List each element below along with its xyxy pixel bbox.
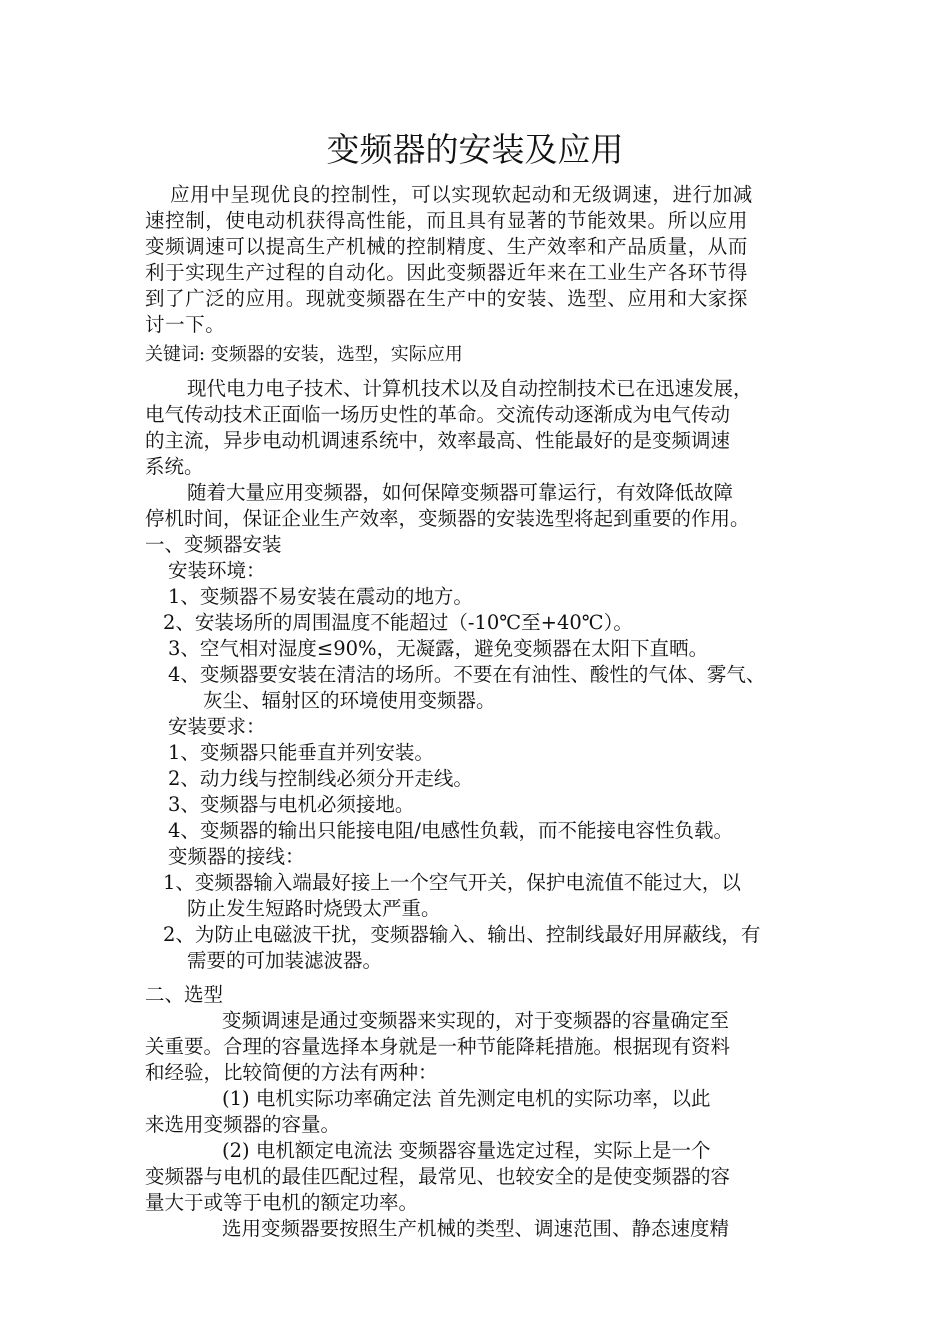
subsection-heading: 安装要求：	[168, 715, 266, 738]
subsection-heading: 安装环境：	[168, 559, 266, 582]
list-item: 4、变频器要安装在清洁的场所。不要在有油性、酸性的气体、雾气、	[168, 663, 766, 686]
intro-line: 系统。	[145, 455, 204, 478]
intro-line: 电气传动技术正面临一场历史性的革命。交流传动逐渐成为电气传动	[145, 403, 731, 426]
list-item: 3、变频器与电机必须接地。	[168, 793, 415, 816]
keywords: 关键词: 变频器的安装，选型，实际应用	[145, 344, 463, 365]
abstract-line: 应用中呈现优良的控制性，可以实现软起动和无级调速，进行加减	[170, 183, 753, 206]
paragraph-line: 选用变频器要按照生产机械的类型、调速范围、静态速度精	[222, 1217, 730, 1240]
paragraph-line: 来选用变频器的容量。	[145, 1113, 341, 1136]
subsection-heading: 变频器的接线：	[168, 845, 305, 868]
abstract-line: 到了广泛的应用。现就变频器在生产中的安装、选型、应用和大家探	[145, 287, 749, 310]
abstract-line: 讨一下。	[145, 313, 226, 336]
list-item: 1、变频器输入端最好接上一个空气开关，保护电流值不能过大，以	[163, 871, 741, 894]
paragraph-line: 关重要。合理的容量选择本身就是一种节能降耗措施。根据现有资料	[145, 1035, 731, 1058]
section-heading: 一、变频器安装	[145, 533, 282, 556]
list-item-continuation: 灰尘、辐射区的环境使用变频器。	[203, 689, 496, 712]
abstract-line: 利于实现生产过程的自动化。因此变频器近年来在工业生产各环节得	[145, 261, 749, 284]
paragraph-line: 变频调速是通过变频器来实现的，对于变频器的容量确定至	[222, 1009, 730, 1032]
intro-line: 随着大量应用变频器，如何保障变频器可靠运行，有效降低故障	[187, 481, 734, 504]
abstract-line: 变频调速可以提高生产机械的控制精度、生产效率和产品质量，从而	[145, 235, 749, 258]
list-item: 1、变频器只能垂直并列安装。	[168, 741, 434, 764]
paragraph-line: (2) 电机额定电流法 变频器容量选定过程，实际上是一个	[222, 1139, 711, 1162]
intro-line: 停机时间，保证企业生产效率，变频器的安装选型将起到重要的作用。	[145, 507, 750, 530]
paragraph-line: 和经验，比较简便的方法有两种：	[145, 1061, 438, 1084]
intro-line: 的主流，异步电动机调速系统中，效率最高、性能最好的是变频调速	[145, 429, 731, 452]
intro-line: 现代电力电子技术、计算机技术以及自动控制技术已在迅速发展，	[187, 377, 753, 400]
paragraph-line: 变频器与电机的最佳匹配过程，最常见、也较安全的是使变频器的容	[145, 1165, 731, 1188]
list-item: 2、安装场所的周围温度不能超过（-10℃至+40℃）。	[163, 611, 633, 634]
section-heading: 二、选型	[145, 983, 224, 1006]
list-item: 2、动力线与控制线必须分开走线。	[168, 767, 473, 790]
list-item-continuation: 防止发生短路时烧毁太严重。	[187, 897, 441, 920]
paragraph-line: (1) 电机实际功率确定法 首先测定电机的实际功率，以此	[222, 1087, 711, 1110]
list-item: 3、空气相对湿度≤90%，无凝露，避免变频器在太阳下直晒。	[168, 637, 709, 660]
list-item-continuation: 需要的可加装滤波器。	[187, 949, 383, 972]
abstract-line: 速控制，使电动机获得高性能，而且具有显著的节能效果。所以应用	[145, 209, 749, 232]
document-title: 变频器的安装及应用	[326, 130, 624, 169]
list-item: 4、变频器的输出只能接电阻/电感性负载，而不能接电容性负载。	[168, 819, 733, 842]
paragraph-line: 量大于或等于电机的额定功率。	[145, 1191, 419, 1214]
list-item: 2、为防止电磁波干扰，变频器输入、输出、控制线最好用屏蔽线，有	[163, 923, 761, 946]
list-item: 1、变频器不易安装在震动的地方。	[168, 585, 473, 608]
